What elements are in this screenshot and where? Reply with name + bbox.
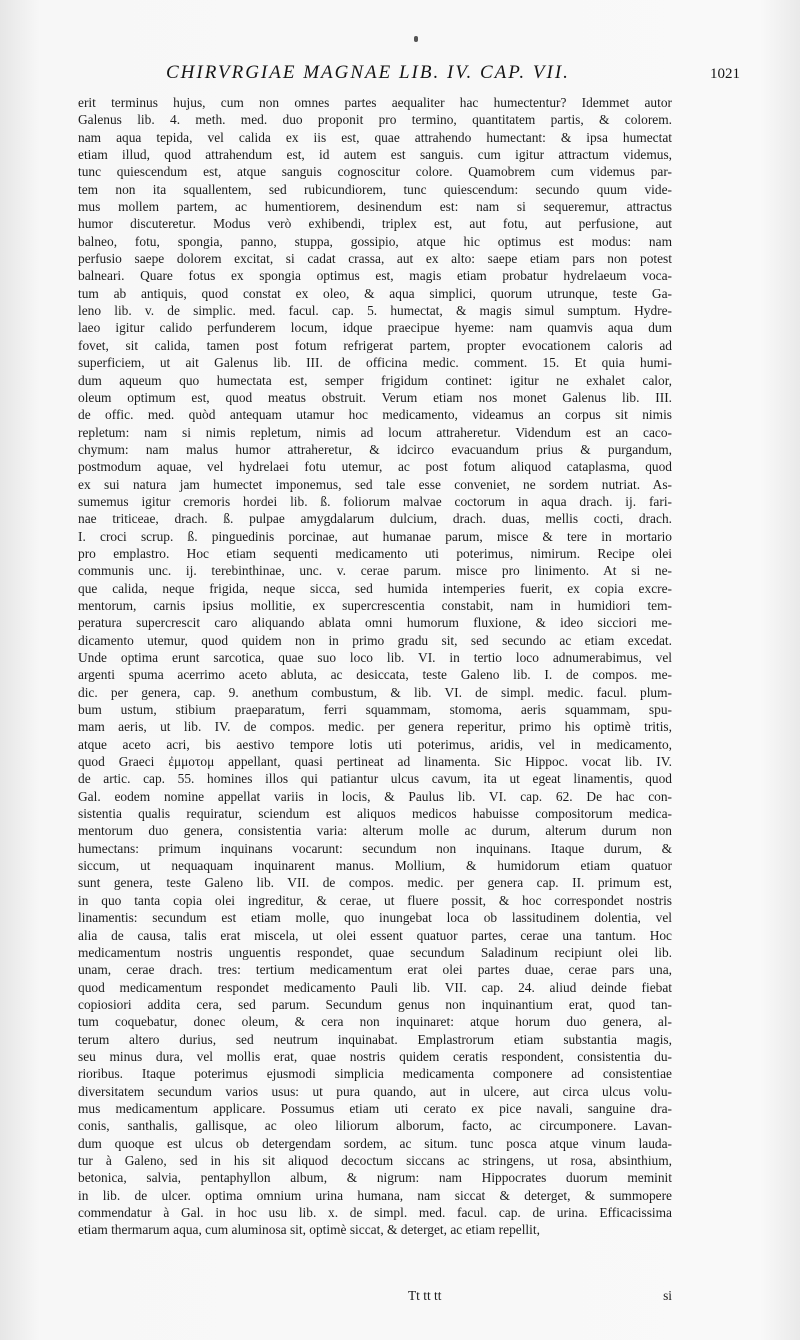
- text-line: nae triticeae, drach. ß. pulpae amygdalarum dulcium, drach. duas, mellis cocti, drach.: [78, 511, 672, 527]
- ink-speck: [414, 36, 418, 42]
- text-line: sumemus igitur cremoris hordei lib. ß. foliorum malvae coctorum in aqua drach. ij. fari-: [78, 493, 672, 509]
- text-line: dum aqueum quo humectata est, semper frigidum continet: igitur ne exhalet calor,: [78, 372, 672, 388]
- text-line: dicamento utemur, quod quidem non in primo gradu sit, sed secundo ac etiam excedat.: [78, 632, 672, 648]
- text-line: humectans: primum inquinans vocarunt: secundum non inquinans. Itaque durum, &: [78, 840, 672, 856]
- catchword: si: [663, 1288, 672, 1303]
- text-line: tunc quiescendum est, atque sanguis cognoscitur colore. Quamobrem cum videmus par-: [78, 164, 672, 180]
- text-line: laeo igitur calido perfunderem locum, idque praecipue hyeme: nam quamvis aqua dum: [78, 320, 672, 336]
- text-line: erit terminus hujus, cum non omnes partes aequaliter hac humectentur? Idemmet autor: [78, 95, 672, 110]
- text-line: commendatur à Gal. in hoc usu lib. x. de simpl. med. facul. cap. de urina. Efficacissima: [78, 1205, 672, 1220]
- signature-mark: Tt tt tt: [408, 1288, 442, 1303]
- running-head: CHIRVRGIAE MAGNAE LIB. IV. CAP. VII.: [166, 62, 570, 83]
- text-line: siccum, ut nequaquam inquinarent manus. Mollium, & humidorum etiam quatuor: [78, 858, 672, 874]
- text-line: quod medicamentum respondet medicamento Pauli lib. VII. cap. 24. aliud deinde fiebat: [78, 979, 672, 995]
- text-line: tem non ita squallentem, sed rubicundiorem, tunc quiescendum: secundo quum vide-: [78, 181, 672, 197]
- text-line: Galenus lib. 4. meth. med. duo proponit pro termino, quantitatem partis, & colorem.: [78, 112, 672, 128]
- text-line: bum ustum, stibium praeparatum, ferri squammam, stomoma, aeris squammam, spu-: [78, 702, 672, 718]
- text-line: chymum: nam malus humor attraheretur, & idcirco evacuandum prius & purgandum,: [78, 441, 672, 457]
- text-line: mus mollem partem, ac humentiorem, desinendum est: nam si sequeremur, attractus: [78, 199, 672, 215]
- text-line: fovet, sit calida, tamen post fotum refrigerat partem, propter evocationem caloris ad: [78, 337, 672, 353]
- text-line: argenti spuma acerrimo aceto abluta, ac desiccata, teste Galeno lib. I. de compos. me-: [78, 667, 672, 683]
- text-line: postmodum aquae, vel hydrelaei fotu utemur, ac post fotum aliquod cataplasma, quod: [78, 459, 672, 475]
- text-line: mentorum, carnis ipsius mollitie, ex supercrescentia constabit, nam in humidiori tem-: [78, 597, 672, 613]
- text-line: quod Graeci ἐμμοτομ appellant, quasi pertineat ad linamenta. Sic Hippoc. vocat lib. IV.: [78, 754, 672, 770]
- text-line: que calida, neque frigida, neque sicca, sed humida intemperies fuerit, ex copia excre-: [78, 580, 672, 596]
- text-line: copiosiori addita cera, sed parum. Secundum genus non inquinantium erat, quod tan-: [78, 996, 672, 1012]
- text-line: etiam illud, quod attrahendum est, id autem est sanguis. cum igitur attractum videmus,: [78, 147, 672, 163]
- text-line: pro emplastro. Hoc etiam sequenti medicamento uti poterimus, nimirum. Recipe olei: [78, 545, 672, 561]
- text-line: de offic. med. quòd antequam utamur hoc medicamento, videamus an corpus sit nimis: [78, 407, 672, 423]
- text-line: communis unc. ij. terebinthinae, unc. v. cerae parum. misce pro linimento. At si ne-: [78, 563, 672, 579]
- text-line: oleum optimum est, quod meatus obstruit. Verum etiam nos monet Galenus lib. III.: [78, 389, 672, 405]
- page-footer: [78, 1288, 672, 1308]
- text-line: leno lib. v. de simplic. med. facul. cap. 5. humectat, & magis simul sumptum. Hydre-: [78, 303, 672, 319]
- page-header: [76, 62, 740, 90]
- text-line: in quo tanta copia olei ingreditur, & cerae, ut fluere possit, & hoc correspondet nostris: [78, 892, 672, 908]
- text-line: mus medicamentum applicare. Possumus etiam uti cerato ex pice navali, sanguine dra-: [78, 1100, 672, 1116]
- text-line: balneo, fotu, spongia, panno, stuppa, gossipio, atque hic optimus est modus: nam: [78, 233, 672, 249]
- text-line: terum altero durius, sed neutrum inquinabat. Emplastrorum etiam substantia magis,: [78, 1031, 672, 1047]
- text-line: ex sui natura jam humectet imponemus, sed tale esse conveniet, ne sordem nutriat. As-: [78, 476, 672, 492]
- text-line: de artic. cap. 55. homines illos qui patiantur ulcus cavum, ita ut egeat linamentis, quod: [78, 771, 672, 787]
- text-line: superficiem, ut ait Galenus lib. III. de officina medic. comment. 15. Et quia humi-: [78, 355, 672, 371]
- text-line: linamentis: secundum est etiam molle, quo inungebat loca ob lassitudinem dolentia, vel: [78, 910, 672, 926]
- text-line: tum coquebatur, donec oleum, & cera non inquinaret: atque horum duo genera, al-: [78, 1014, 672, 1030]
- text-line: atque aceto acri, bis aestivo tempore lotis uti poterimus, aridis, vel in medicamento,: [78, 736, 672, 752]
- text-line: dic. per genera, cap. 9. anethum combustum, & lib. VI. de simpl. medic. facul. plum-: [78, 684, 672, 700]
- text-line: betonica, salvia, pentaphyllon album, & nigrum: nam Hippocrates duorum meminit: [78, 1170, 672, 1186]
- text-line: nam aqua tepida, vel calida ex iis est, quae attrahendo humectant: & ipsa humectat: [78, 129, 672, 145]
- text-line: mam aeris, ut lib. IV. de compos. medic. per genera reperitur, primo his optimè tritis,: [78, 719, 672, 735]
- text-line: mentorum duo genera, consistentia varia: alterum molle ac durum, alterum durum non: [78, 823, 672, 839]
- text-line: tur à Galeno, sed in his sit aliquod decoctum siccans ac stringens, ut rosa, absinthium,: [78, 1152, 672, 1168]
- text-line: dum quoque est ulcus ob detergendam sordem, ac situm. tunc posca atque vinum lauda-: [78, 1135, 672, 1151]
- text-line: balneari. Quare fotus ex spongia optimus est, magis etiam probatur hydrelaeum voca-: [78, 268, 672, 284]
- body-text: [78, 94, 672, 1239]
- text-line: etiam thermarum aqua, cum aluminosa sit, optimè siccat, & deterget, ac etiam repellit,: [78, 1222, 540, 1238]
- text-line: perfusio saepe dolorem excitat, si cadat crassa, aut ex alto: saepe etiam pars non potest: [78, 251, 672, 267]
- text-line: Gal. eodem nomine appellat variis in locis, & Paulus lib. VI. cap. 62. De hac con-: [78, 788, 672, 804]
- text-line: diversitatem secundum varios usus: ut pura quando, aut in ulcere, aut circa ulcus volu-: [78, 1083, 672, 1099]
- text-line: humor discuteretur. Modus verò exhibendi, triplex est, aut fotu, aut perfusione, aut: [78, 216, 672, 232]
- text-line: tum ab antiquis, quod constat ex oleo, & aqua simplici, quorum utrunque, teste Ga-: [78, 285, 672, 301]
- text-line: in lib. de ulcer. optima omnium urina humana, nam siccat & deterget, & summopere: [78, 1187, 672, 1203]
- text-line: rioribus. Itaque poterimus ejusmodi simplicia medicamenta componere ad consistentiae: [78, 1066, 672, 1082]
- text-line: I. croci scrup. ß. pinguedinis porcinae, aut humanae parum, misce & tere in mortario: [78, 528, 672, 544]
- text-line: repletum: nam si nimis repletum, nimis ad locum attraheretur. Videndum est an caco-: [78, 424, 672, 440]
- text-line: alia de causa, talis erat miscela, ut olei essent quatuor partes, cerae una tantum. Hoc: [78, 927, 672, 943]
- text-line: peratura supercrescit caro aliquando ablata omni humorum fluxione, & ideo sicciori me-: [78, 615, 672, 631]
- text-line: seu minus dura, vel mollis erat, quae nostris quidem ceratis respondent, consistentia du-: [78, 1048, 672, 1064]
- text-line: sistentia qualis requiratur, sciendum est aliquos medicos habuisse compositorum medica-: [78, 806, 672, 822]
- text-line: Unde optima erunt sarcotica, quae suo loco lib. VI. in tertio loco adnumerabimus, vel: [78, 650, 672, 665]
- page-number: 1021: [710, 66, 740, 82]
- text-line: sunt genera, teste Galeno lib. VII. de compos. medic. per genera cap. II. primum est,: [78, 875, 672, 891]
- text-line: unam, cerae drach. tres: tertium medicamentum erat olei partes duae, cerae pars una,: [78, 962, 672, 978]
- text-line: medicamentum nostris unguentis respondet, quae secundum Saladinum recipiunt olei lib.: [78, 944, 672, 960]
- text-line: conis, santhalis, gallisque, ac oleo liliorum alborum, facto, ac circumponere. Lavan-: [78, 1118, 672, 1134]
